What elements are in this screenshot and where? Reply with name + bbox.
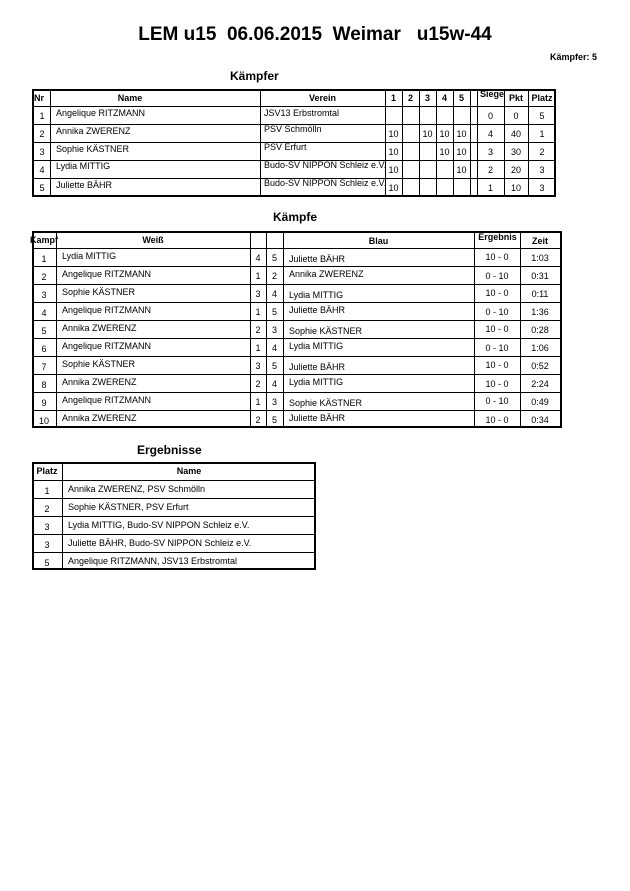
fight-ergebnis: 10 - 0	[485, 379, 509, 389]
fight-ergebnis: 10 - 0	[485, 288, 509, 298]
fight-nr: 8	[41, 380, 47, 390]
row-nr: 1	[39, 111, 45, 121]
fight-blau-nr: 5	[271, 253, 277, 263]
row-score-1: 10	[388, 183, 399, 193]
row-nr: 4	[39, 165, 45, 175]
fight-weiss-nr: 1	[255, 397, 261, 407]
row-rule	[32, 338, 562, 339]
row-score-1: 10	[388, 147, 399, 157]
header-round-1: 1	[390, 93, 396, 103]
row-platz: 1	[539, 129, 545, 139]
row-rule	[32, 302, 562, 303]
row-score-5: 10	[456, 147, 467, 157]
fight-blau-nr: 5	[271, 361, 277, 371]
row-platz: 2	[539, 147, 545, 157]
fight-zeit: 1:06	[531, 343, 549, 353]
row-name: Lydia MITTIG	[56, 161, 111, 171]
section-title-kaempfer: Kämpfer	[230, 69, 279, 83]
fight-nr: 5	[41, 326, 47, 336]
fight-weiss-nr: 1	[255, 343, 261, 353]
fight-zeit: 1:03	[531, 253, 549, 263]
row-name: Annika ZWERENZ	[56, 126, 131, 136]
header-verein: Verein	[308, 93, 337, 103]
fight-weiss-nr: 1	[255, 307, 261, 317]
fight-weiss: Angelique RITZMANN	[62, 341, 152, 351]
fight-blau-nr: 4	[271, 343, 277, 353]
result-name: Angelique RITZMANN, JSV13 Erbstromtal	[68, 556, 238, 566]
fight-weiss: Annika ZWERENZ	[62, 413, 137, 423]
fight-blau: Juliette BÄHR	[289, 305, 346, 315]
row-pkt: 40	[510, 129, 521, 139]
fight-blau-nr: 3	[271, 397, 277, 407]
row-rule	[32, 392, 562, 393]
row-verein: Budo-SV NIPPON Schleiz e.V.	[264, 160, 387, 170]
row-rule	[32, 356, 562, 357]
row-pkt: 10	[510, 183, 521, 193]
section-title-kaempfe: Kämpfe	[273, 210, 318, 224]
header-name: Name	[176, 466, 202, 476]
fight-zeit: 0:31	[531, 271, 549, 281]
fight-nr: 9	[41, 398, 47, 408]
header-platz: Platz	[531, 93, 553, 103]
fight-ergebnis: 0 - 10	[485, 307, 509, 317]
header-rule	[32, 248, 562, 249]
fight-nr: 6	[41, 344, 47, 354]
row-score-4: 10	[439, 147, 450, 157]
fight-zeit: 0:28	[531, 325, 549, 335]
result-name: Annika ZWERENZ, PSV Schmölln	[68, 484, 206, 494]
row-rule	[32, 266, 562, 267]
row-rule	[32, 552, 316, 553]
column-rule	[62, 462, 63, 570]
fight-blau: Lydia MITTIG	[289, 341, 344, 351]
row-name: Angelique RITZMANN	[56, 108, 146, 118]
fight-nr: 3	[41, 290, 47, 300]
row-nr: 5	[39, 183, 45, 193]
fight-blau-nr: 5	[271, 307, 277, 317]
result-name: Lydia MITTIG, Budo-SV NIPPON Schleiz e.V.	[68, 520, 250, 530]
row-verein: PSV Erfurt	[264, 142, 307, 152]
fight-zeit: 2:24	[531, 379, 549, 389]
column-rule	[528, 89, 529, 197]
fight-blau-nr: 2	[271, 271, 277, 281]
column-rule	[260, 89, 261, 197]
fight-weiss: Angelique RITZMANN	[62, 305, 152, 315]
fight-weiss-nr: 2	[255, 379, 261, 389]
fight-ergebnis: 10 - 0	[485, 360, 509, 370]
fight-zeit: 0:52	[531, 361, 549, 371]
row-rule	[32, 534, 316, 535]
fight-weiss: Sophie KÄSTNER	[62, 287, 136, 297]
result-name: Sophie KÄSTNER, PSV Erfurt	[68, 502, 189, 512]
fight-zeit: 0:34	[531, 415, 549, 425]
row-nr: 3	[39, 147, 45, 157]
header-kampf: Kampf	[30, 235, 59, 245]
row-score-1: 10	[388, 129, 399, 139]
header-round-5: 5	[458, 93, 464, 103]
header-name: Name	[117, 93, 143, 103]
row-score-3: 10	[422, 129, 433, 139]
fight-weiss: Angelique RITZMANN	[62, 395, 152, 405]
fight-blau: Juliette BÄHR	[289, 362, 346, 372]
row-score-5: 10	[456, 129, 467, 139]
result-platz: 2	[44, 504, 50, 514]
fight-nr: 2	[41, 272, 47, 282]
row-siege: 4	[487, 129, 493, 139]
row-name: Sophie KÄSTNER	[56, 144, 130, 154]
column-rule	[419, 89, 420, 197]
column-rule	[453, 89, 454, 197]
row-name: Juliette BÄHR	[56, 180, 113, 190]
header-pkt: Pkt	[508, 93, 523, 103]
result-platz: 3	[44, 522, 50, 532]
header-round-4: 4	[441, 93, 447, 103]
fight-ergebnis: 0 - 10	[485, 271, 509, 281]
fight-blau: Sophie KÄSTNER	[289, 326, 363, 336]
header-rule	[32, 480, 316, 481]
row-platz: 3	[539, 165, 545, 175]
fight-nr: 10	[38, 416, 49, 426]
header-round-3: 3	[424, 93, 430, 103]
column-rule	[50, 89, 51, 197]
column-rule	[56, 231, 57, 428]
fight-ergebnis: 10 - 0	[485, 252, 509, 262]
column-rule	[470, 89, 471, 197]
header-nr: Nr	[34, 93, 45, 103]
header-siege: Siege	[479, 89, 504, 99]
header-weiss: Weiß	[142, 235, 164, 245]
row-platz: 5	[539, 111, 545, 121]
row-pkt: 20	[510, 165, 521, 175]
section-title-ergebnisse: Ergebnisse	[137, 443, 202, 457]
row-nr: 2	[39, 129, 45, 139]
row-rule	[32, 516, 316, 517]
header-round-2: 2	[407, 93, 413, 103]
fight-blau: Lydia MITTIG	[289, 290, 344, 300]
row-score-1: 10	[388, 165, 399, 175]
page-title: LEM u15 06.06.2015 Weimar u15w-44	[138, 24, 492, 45]
result-platz: 5	[44, 558, 50, 568]
fight-weiss-nr: 1	[255, 271, 261, 281]
fight-nr: 1	[41, 254, 47, 264]
row-platz: 3	[539, 183, 545, 193]
fight-weiss: Angelique RITZMANN	[62, 269, 152, 279]
row-pkt: 0	[513, 111, 519, 121]
fight-blau-nr: 3	[271, 325, 277, 335]
fight-nr: 4	[41, 308, 47, 318]
header-ergebnis: Ergebnis	[478, 232, 517, 242]
row-rule	[32, 374, 562, 375]
column-rule	[504, 89, 505, 197]
result-platz: 1	[44, 486, 50, 496]
header-blau: Blau	[368, 236, 389, 246]
row-score-5: 10	[456, 165, 467, 175]
fight-weiss-nr: 2	[255, 325, 261, 335]
row-siege: 3	[487, 147, 493, 157]
fight-blau-nr: 4	[271, 289, 277, 299]
result-name: Juliette BÄHR, Budo-SV NIPPON Schleiz e.V.	[68, 538, 252, 548]
header-zeit: Zeit	[531, 236, 548, 246]
fighter-count: Kämpfer: 5	[549, 52, 597, 62]
row-rule	[32, 410, 562, 411]
column-rule	[436, 89, 437, 197]
fight-weiss-nr: 3	[255, 289, 261, 299]
column-rule	[402, 89, 403, 197]
result-platz: 3	[44, 540, 50, 550]
row-siege: 2	[487, 165, 493, 175]
fight-zeit: 1:36	[531, 307, 549, 317]
fight-blau: Juliette BÄHR	[289, 413, 346, 423]
fight-blau: Lydia MITTIG	[289, 377, 344, 387]
fight-weiss-nr: 2	[255, 415, 261, 425]
row-score-4: 10	[439, 129, 450, 139]
row-verein: JSV13 Erbstromtal	[264, 108, 340, 118]
fight-ergebnis: 0 - 10	[485, 396, 509, 406]
row-siege: 1	[487, 183, 493, 193]
row-rule	[32, 498, 316, 499]
fight-blau: Juliette BÄHR	[289, 254, 346, 264]
row-verein: PSV Schmölln	[264, 124, 322, 134]
fight-nr: 7	[41, 362, 47, 372]
fight-weiss: Sophie KÄSTNER	[62, 359, 136, 369]
row-rule	[32, 320, 562, 321]
fight-weiss: Annika ZWERENZ	[62, 377, 137, 387]
row-rule	[32, 284, 562, 285]
row-verein: Budo-SV NIPPON Schleiz e.V.	[264, 178, 387, 188]
fight-blau: Annika ZWERENZ	[289, 269, 364, 279]
fight-ergebnis: 10 - 0	[485, 415, 509, 425]
fight-blau-nr: 4	[271, 379, 277, 389]
fight-ergebnis: 0 - 10	[485, 343, 509, 353]
fight-weiss: Lydia MITTIG	[62, 251, 117, 261]
row-pkt: 30	[510, 147, 521, 157]
row-siege: 0	[487, 111, 493, 121]
fight-blau: Sophie KÄSTNER	[289, 398, 363, 408]
header-platz: Platz	[36, 466, 58, 476]
column-rule	[283, 231, 284, 428]
column-rule	[477, 89, 478, 197]
fight-ergebnis: 10 - 0	[485, 324, 509, 334]
fight-zeit: 0:11	[531, 289, 549, 299]
fight-weiss-nr: 4	[255, 253, 261, 263]
fight-blau-nr: 5	[271, 415, 277, 425]
fight-weiss: Annika ZWERENZ	[62, 323, 137, 333]
fight-weiss-nr: 3	[255, 361, 261, 371]
fight-zeit: 0:49	[531, 397, 549, 407]
